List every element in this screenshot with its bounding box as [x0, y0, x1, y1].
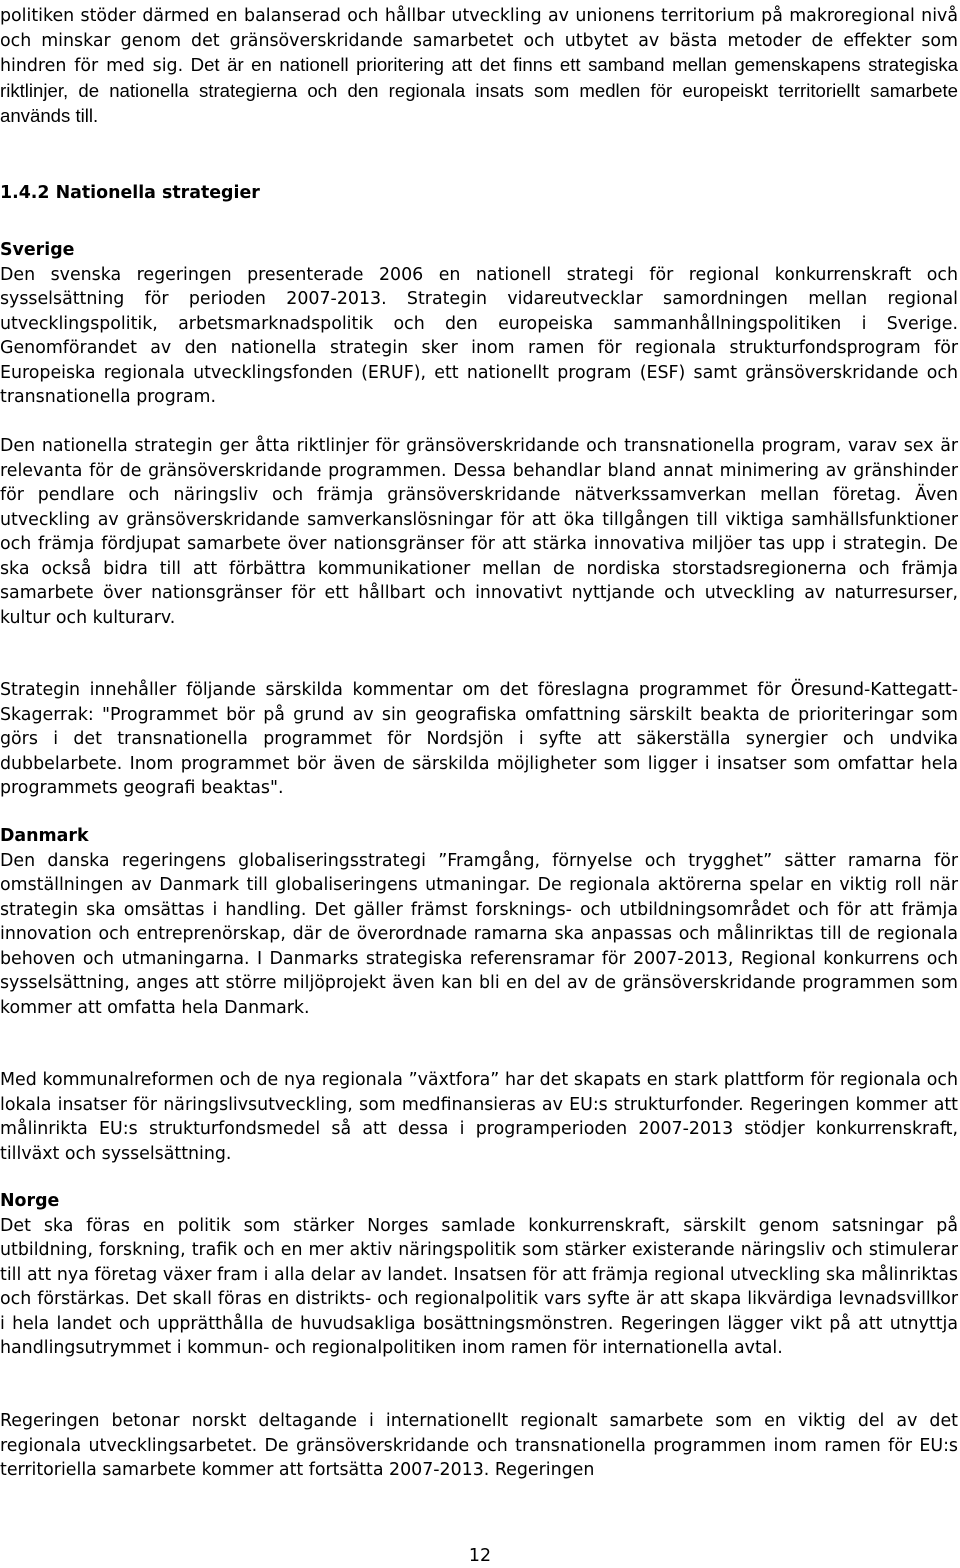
norge-paragraph-1: Det ska föras en politik som stärker Norges samlade konkurrenskraft, särskilt genom satsningar på utbildning, forskning, trafik och en mer aktiv näringspolitik som stärker existerande näringsliv och stimulerar till att nya företag växer fram i alla delar av landet. Insatsen för att främja regional utveckling ska målinriktas och förstärkas. Det skall föras en distrikts- och regionalpolitik vars syfte är att skapa likvärdiga levnadsvillkor i hela landet och upprätthålla de huvudsakliga bosättningsmönstren. Regeringen lägger vikt på att utnyttja handlingsutrymmet i kommun- och regionalpolitiken inom ramen för internationella avtal. — [0, 1215, 958, 1358]
danmark-heading: Danmark — [0, 826, 89, 846]
norge-section — [0, 1189, 958, 1361]
norge-heading: Norge — [0, 1191, 60, 1211]
sverige-paragraph-2: Den nationella strategin ger åtta riktlinjer för gränsöverskridande och transnationella program, varav sex är relevanta för de gränsöverskridande programmen. Dessa behandlar bland annat minimering av gränshinder för pendlare och näringsliv och främja gränsöverskridande nätverkssamverkan mellan företag. Även utveckling av gränsöverskridande samverkanslösningar för att öka tillgången till viktiga samhällsfunktioner och främja fördjupat samarbete över nationsgränser för att stärka innovativa miljöer tas upp i strategin. De ska också bidra till att förbättra kommunikationer mellan de nordiska storstadsregionerna och främja samarbete över nationsgränser för ett hållbart och innovativt nyttjande och utveckling av naturresurser, kultur och kulturarv. — [0, 436, 958, 628]
sverige-section — [0, 238, 958, 410]
intro-text-part-a: politiken stöder därmed en balanserad och hållbar utveckling av unionens territorium på makroregional nivå och minskar genom det gränsöverskridande samarbetet och utbytet av bästa metoder de effekter som hindren för med sig. — [0, 6, 958, 76]
sverige-heading: Sverige — [0, 240, 75, 260]
section-heading: 1.4.2 Nationella strategier — [0, 183, 260, 203]
sverige-paragraph-3: Strategin innehåller följande särskilda kommentar om det föreslagna programmet för Öresund-Kattegatt-Skagerrak: "Programmet bör på grund av sin geografiska omfattning särskilt beakta de prioriteringar som görs i det transnationella programmet för Nordsjön i syfte att säkerställa synergier och undvika dubbelarbete. Inom programmet bör även de särskilda möjligheter som ligger i insatser som omfattar hela programmets geografi beaktas". — [0, 680, 958, 798]
danmark-paragraph-2: Med kommunalreformen och de nya regionala ”växtfora” har det skapats en stark plattform för regionala och lokala insatser för näringslivsutveckling, som medfinansieras av EU:s strukturfonder. Regeringen kommer att målinrikta EU:s strukturfondsmedel så att dessa i programperioden 2007-2013 stödjer konkurrenskraft, tillväxt och sysselsättning. — [0, 1070, 958, 1164]
intro-paragraph — [0, 4, 958, 130]
danmark-section — [0, 824, 958, 1020]
norge-paragraph-2: Regeringen betonar norskt deltagande i internationellt regionalt samarbete som en viktig del av det regionala utvecklingsarbetet. De gränsöverskridande och transnationella programmen inom ramen för EU:s territoriella samarbete kommer att fortsätta 2007-2013. Regeringen — [0, 1411, 958, 1480]
page-number: 12 — [468, 1546, 492, 1566]
danmark-paragraph-1: Den danska regeringens globaliseringsstrategi ”Framgång, förnyelse och trygghet” sätter ramarna för omställningen av Danmark till globaliseringens utmaningar. De regionala aktörerna spelar en viktig roll när strategin ska omsättas i handling. Det gäller främst forsknings- och utbildningsområdet och för att främja innovation och entreprenörskap, där de överordnade ramarna ska anpassas och målinriktas till de regionala behoven och utmaningarna. I Danmarks strategiska referensramar för 2007-2013, Regional konkurrens och sysselsättning, anges att större miljöprojekt även kan bli en del av de gränsöverskridande programmen som kommer att omfatta hela Danmark. — [0, 850, 958, 1018]
sverige-paragraph-1: Den svenska regeringen presenterade 2006 en nationell strategi för regional konkurrenskraft och sysselsättning för perioden 2007-2013. Strategin vidareutvecklar samordningen mellan regional utvecklingspolitik, arbetsmarknadspolitik och den europeiska sammanhållningspolitiken i Sverige. Genomförandet av den nationella strategin sker inom ramen för regionala strukturfondsprogram för Europeiska regionala utvecklingsfonden (ERUF), ett nationellt program (ESF) samt gränsöverskridande och transnationella program. — [0, 264, 958, 407]
intro-text-part-b: Det är en nationell prioritering att det finns ett samband mellan gemenskapens strategiska riktlinjer, de nationella strategierna och den regionala insats som medlen för europeiskt territoriellt samarbete används till. — [0, 54, 958, 126]
